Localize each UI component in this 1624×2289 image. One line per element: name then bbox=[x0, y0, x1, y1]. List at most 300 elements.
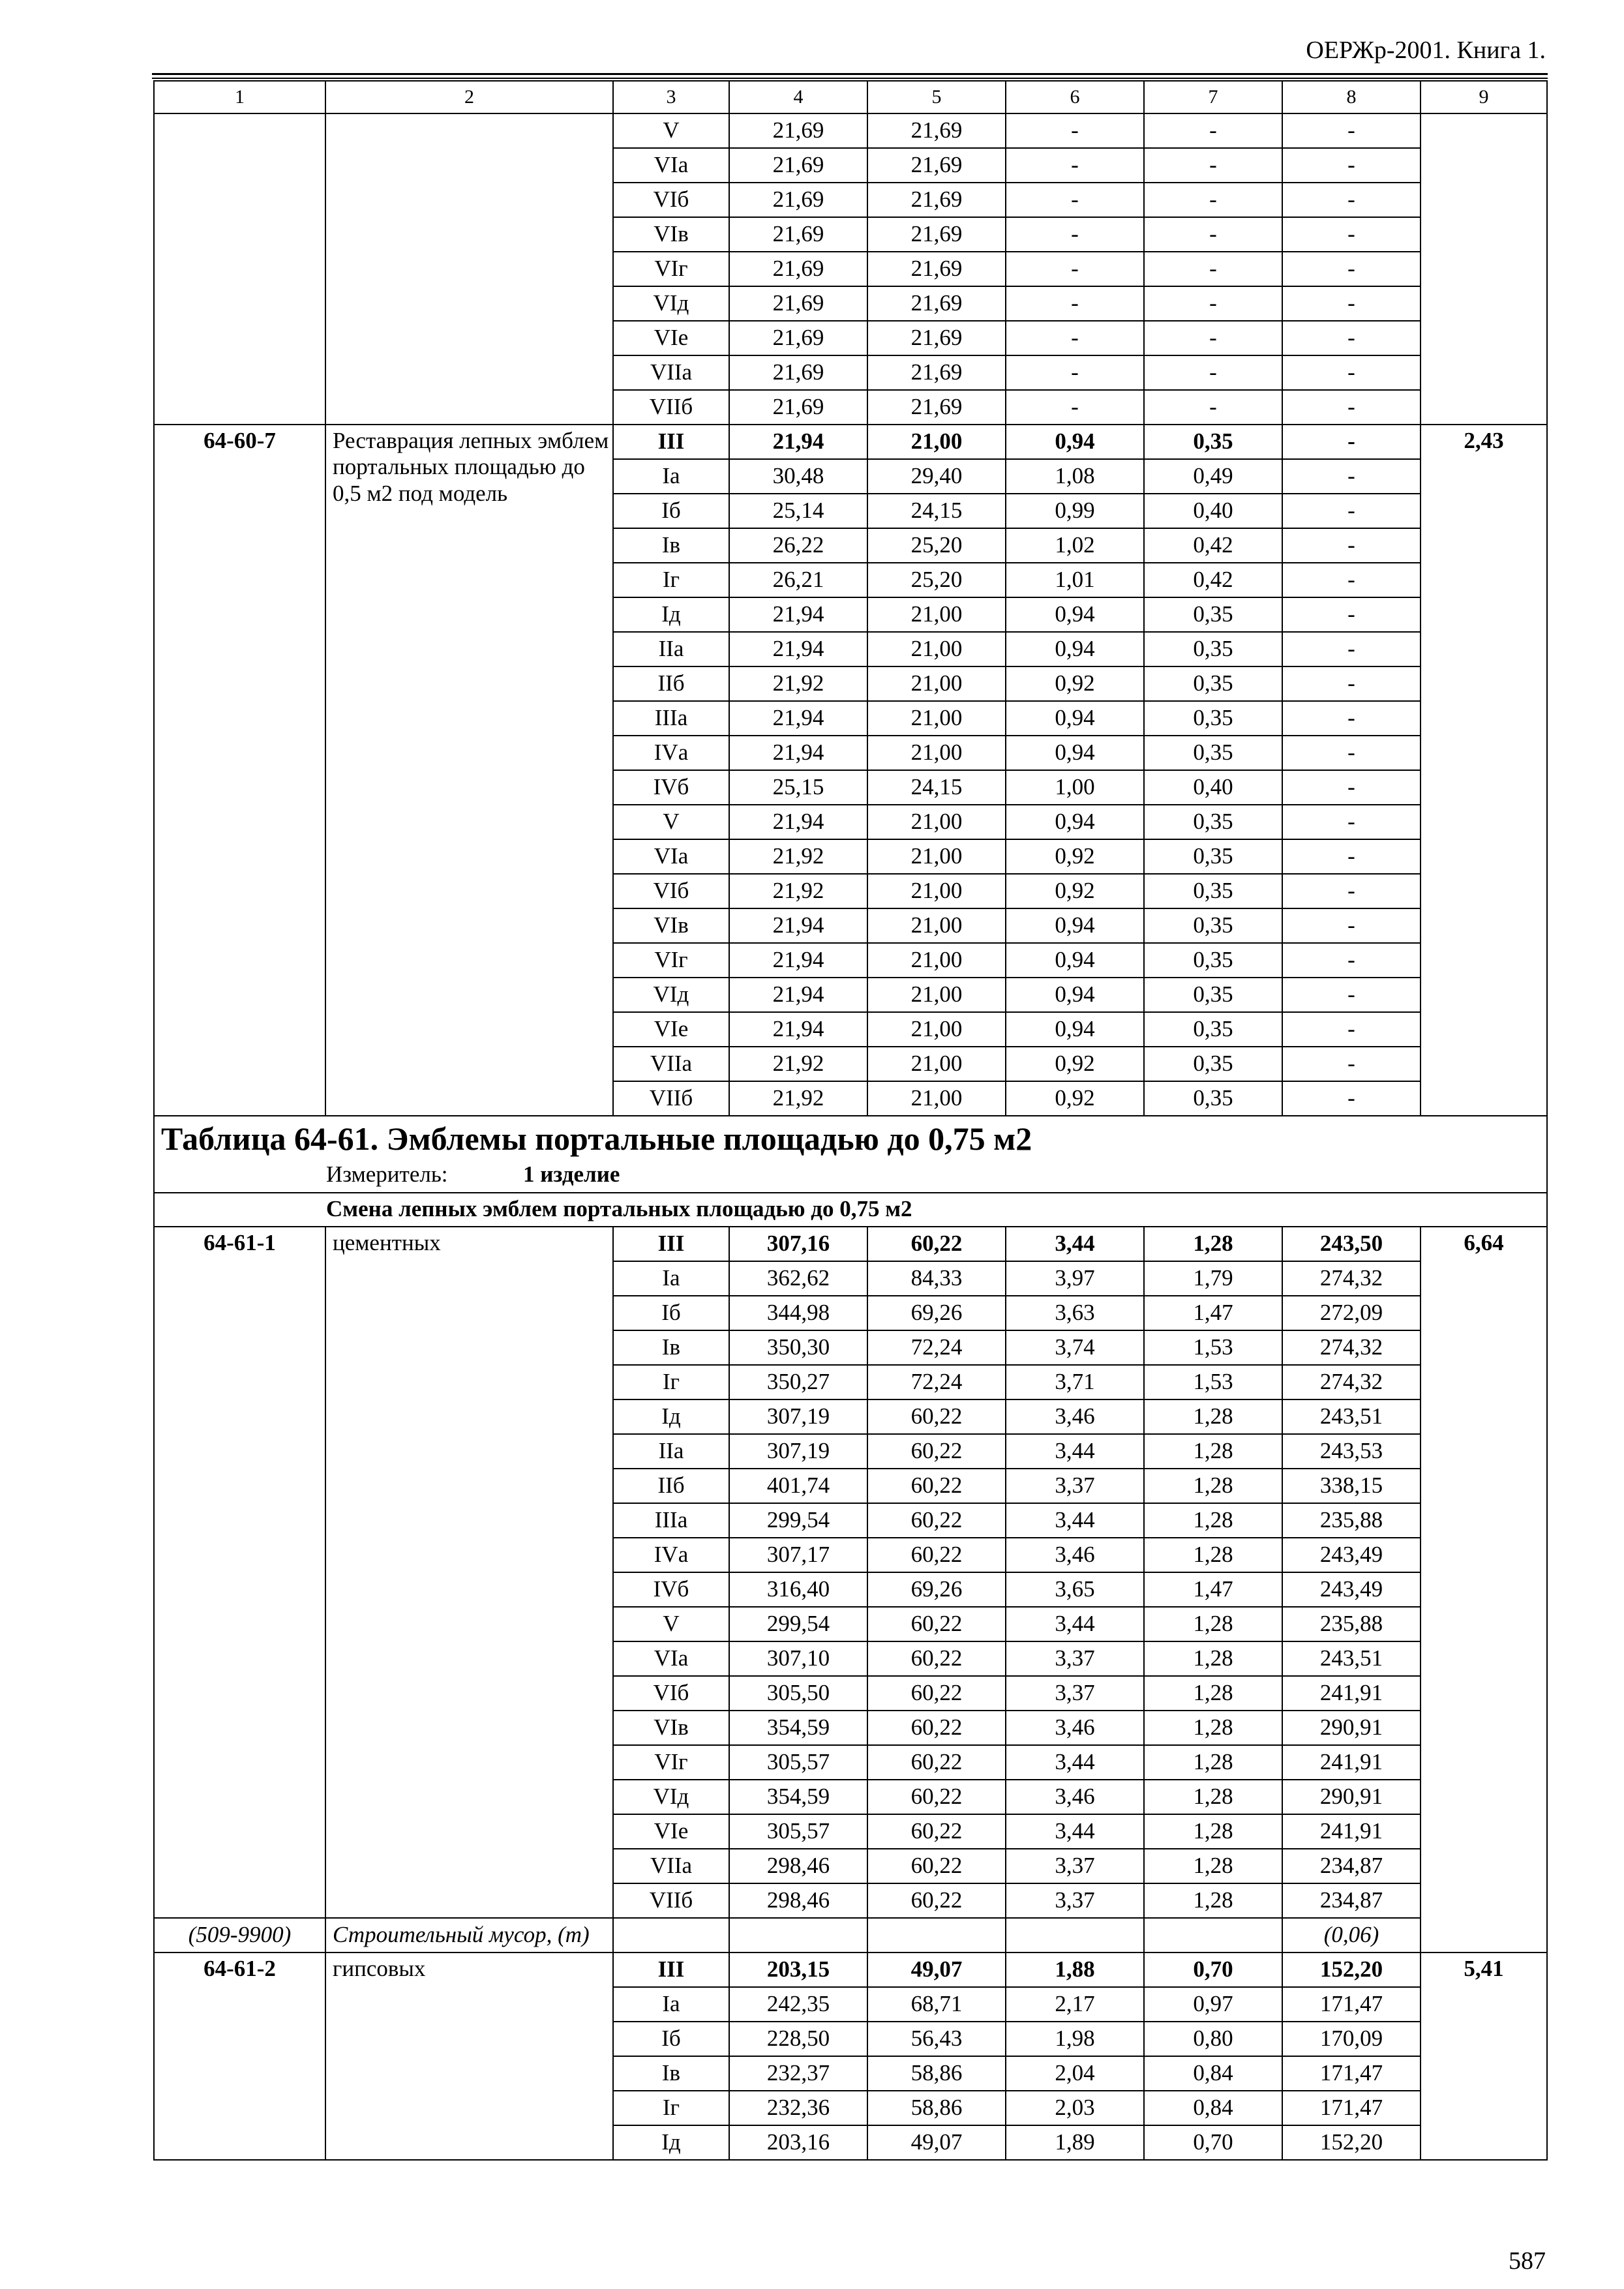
machinist-wage-cell: 1,28 bbox=[1144, 1814, 1282, 1849]
zone-cell: VIIб bbox=[613, 1883, 729, 1918]
materials-cost-cell: 234,87 bbox=[1282, 1883, 1421, 1918]
column-number-cell: 7 bbox=[1144, 81, 1282, 113]
labor-cost-cell: 21,69 bbox=[867, 355, 1006, 390]
labor-cost-cell: 60,22 bbox=[867, 1399, 1006, 1434]
materials-cost-cell: - bbox=[1282, 943, 1421, 978]
materials-cost-cell: - bbox=[1282, 252, 1421, 286]
materials-cost-cell: - bbox=[1282, 632, 1421, 666]
empty-cell bbox=[613, 1918, 729, 1952]
column-number-cell: 3 bbox=[613, 81, 729, 113]
labor-cost-cell: 21,69 bbox=[867, 113, 1006, 148]
materials-cost-cell: - bbox=[1282, 736, 1421, 770]
rate-name-cell: гипсовых bbox=[325, 1952, 613, 2160]
machine-cost-cell: 3,44 bbox=[1006, 1745, 1144, 1780]
measure-cell bbox=[154, 1158, 1547, 1193]
zone-cell: VIе bbox=[613, 321, 729, 355]
materials-cost-cell: 241,91 bbox=[1282, 1745, 1421, 1780]
total-cost-cell: 25,15 bbox=[729, 770, 867, 805]
labor-cost-cell: 60,22 bbox=[867, 1227, 1006, 1261]
machinist-wage-cell: 1,28 bbox=[1144, 1780, 1282, 1814]
rate-name-cell: цементных bbox=[325, 1227, 613, 1918]
zone-cell: VIв bbox=[613, 217, 729, 252]
machinist-wage-cell: - bbox=[1144, 217, 1282, 252]
labor-cost-cell: 60,22 bbox=[867, 1434, 1006, 1469]
zone-cell: VIб bbox=[613, 1676, 729, 1711]
zone-cell: IVа bbox=[613, 1538, 729, 1572]
labor-cost-cell: 60,22 bbox=[867, 1814, 1006, 1849]
total-cost-cell: 305,50 bbox=[729, 1676, 867, 1711]
materials-cost-cell: - bbox=[1282, 701, 1421, 736]
labor-cost-cell: 84,33 bbox=[867, 1261, 1006, 1296]
zone-cell: IVб bbox=[613, 1572, 729, 1607]
labor-cost-cell: 21,00 bbox=[867, 1012, 1006, 1047]
labor-cost-cell: 49,07 bbox=[867, 1952, 1006, 1987]
empty-cell bbox=[1144, 1918, 1282, 1952]
total-cost-cell: 401,74 bbox=[729, 1469, 867, 1503]
total-cost-cell: 21,92 bbox=[729, 1081, 867, 1116]
total-cost-cell: 21,92 bbox=[729, 1047, 867, 1081]
subtitle-cell bbox=[154, 1193, 1547, 1227]
measure-label: Измеритель: bbox=[326, 1161, 448, 1188]
total-cost-cell: 298,46 bbox=[729, 1883, 867, 1918]
total-cost-cell: 21,94 bbox=[729, 597, 867, 632]
total-cost-cell: 21,69 bbox=[729, 321, 867, 355]
labor-cost-cell: 60,22 bbox=[867, 1538, 1006, 1572]
total-cost-cell: 316,40 bbox=[729, 1572, 867, 1607]
labor-cost-cell: 60,22 bbox=[867, 1780, 1006, 1814]
total-cost-cell: 26,22 bbox=[729, 528, 867, 563]
total-cost-cell: 307,10 bbox=[729, 1641, 867, 1676]
machinist-wage-cell: - bbox=[1144, 252, 1282, 286]
total-cost-cell: 30,48 bbox=[729, 459, 867, 494]
machinist-wage-cell: 0,35 bbox=[1144, 1047, 1282, 1081]
zone-cell: IVб bbox=[613, 770, 729, 805]
machine-cost-cell: 2,17 bbox=[1006, 1987, 1144, 2022]
machine-cost-cell: 3,37 bbox=[1006, 1883, 1144, 1918]
machinist-wage-cell: 0,84 bbox=[1144, 2056, 1282, 2091]
zone-cell: VIа bbox=[613, 148, 729, 183]
materials-cost-cell: - bbox=[1282, 148, 1421, 183]
zone-cell: V bbox=[613, 1607, 729, 1641]
machine-cost-cell: 0,94 bbox=[1006, 632, 1144, 666]
machinist-wage-cell: 0,35 bbox=[1144, 632, 1282, 666]
machinist-wage-cell: - bbox=[1144, 355, 1282, 390]
materials-cost-cell: 274,32 bbox=[1282, 1365, 1421, 1399]
machine-cost-cell: 0,94 bbox=[1006, 425, 1144, 459]
zone-cell: VIд bbox=[613, 1780, 729, 1814]
machine-cost-cell: 3,46 bbox=[1006, 1538, 1144, 1572]
total-cost-cell: 21,69 bbox=[729, 148, 867, 183]
total-cost-cell: 21,94 bbox=[729, 701, 867, 736]
total-cost-cell: 21,92 bbox=[729, 666, 867, 701]
machine-cost-cell: - bbox=[1006, 321, 1144, 355]
zone-cell: IIIа bbox=[613, 1503, 729, 1538]
machinist-wage-cell: 0,49 bbox=[1144, 459, 1282, 494]
machine-cost-cell: 1,89 bbox=[1006, 2125, 1144, 2160]
materials-cost-cell: - bbox=[1282, 425, 1421, 459]
machine-cost-cell: 3,46 bbox=[1006, 1711, 1144, 1745]
empty-cell bbox=[729, 1918, 867, 1952]
materials-cost-cell: 241,91 bbox=[1282, 1676, 1421, 1711]
machine-cost-cell: 1,98 bbox=[1006, 2022, 1144, 2056]
labor-cost-cell: 21,00 bbox=[867, 908, 1006, 943]
machine-cost-cell: 3,44 bbox=[1006, 1814, 1144, 1849]
labor-cost-cell: 21,00 bbox=[867, 1047, 1006, 1081]
machinist-wage-cell: 1,79 bbox=[1144, 1261, 1282, 1296]
column-number-cell: 5 bbox=[867, 81, 1006, 113]
rate-code-cell bbox=[154, 113, 325, 425]
machinist-wage-cell: 0,35 bbox=[1144, 1012, 1282, 1047]
zone-cell: VIIа bbox=[613, 1047, 729, 1081]
total-cost-cell: 307,19 bbox=[729, 1399, 867, 1434]
zone-cell: VIб bbox=[613, 874, 729, 908]
machinist-wage-cell: 1,53 bbox=[1144, 1330, 1282, 1365]
zone-cell: V bbox=[613, 805, 729, 839]
machinist-wage-cell: 1,47 bbox=[1144, 1572, 1282, 1607]
materials-cost-cell: 235,88 bbox=[1282, 1607, 1421, 1641]
machinist-wage-cell: 1,53 bbox=[1144, 1365, 1282, 1399]
materials-cost-cell: - bbox=[1282, 805, 1421, 839]
zone-cell: Iг bbox=[613, 2091, 729, 2125]
total-cost-cell: 299,54 bbox=[729, 1503, 867, 1538]
machinist-wage-cell: - bbox=[1144, 286, 1282, 321]
materials-cost-cell: - bbox=[1282, 908, 1421, 943]
zone-cell: IIб bbox=[613, 666, 729, 701]
labor-cost-cell: 21,00 bbox=[867, 1081, 1006, 1116]
section-title: Таблица 64-61. Эмблемы портальные площадью до 0,75 м2 bbox=[154, 1116, 1547, 1158]
materials-cost-cell: - bbox=[1282, 874, 1421, 908]
total-cost-cell: 21,69 bbox=[729, 355, 867, 390]
machine-cost-cell: 3,74 bbox=[1006, 1330, 1144, 1365]
labor-cost-cell: 21,00 bbox=[867, 874, 1006, 908]
labor-cost-cell: 21,00 bbox=[867, 425, 1006, 459]
table-row bbox=[154, 425, 1547, 459]
total-cost-cell: 21,69 bbox=[729, 183, 867, 217]
materials-cost-cell: - bbox=[1282, 355, 1421, 390]
zone-cell: IIIа bbox=[613, 701, 729, 736]
machine-cost-cell: 1,88 bbox=[1006, 1952, 1144, 1987]
machine-cost-cell: 0,92 bbox=[1006, 1081, 1144, 1116]
materials-cost-cell: 274,32 bbox=[1282, 1261, 1421, 1296]
labor-cost-cell: 68,71 bbox=[867, 1987, 1006, 2022]
materials-cost-cell: 274,32 bbox=[1282, 1330, 1421, 1365]
machine-cost-cell: 0,92 bbox=[1006, 839, 1144, 874]
materials-cost-cell: - bbox=[1282, 1047, 1421, 1081]
zone-cell: VIIб bbox=[613, 390, 729, 425]
zone-cell: IIб bbox=[613, 1469, 729, 1503]
labor-cost-cell: 69,26 bbox=[867, 1296, 1006, 1330]
materials-cost-cell: - bbox=[1282, 666, 1421, 701]
labor-cost-cell: 21,69 bbox=[867, 217, 1006, 252]
materials-cost-cell: 234,87 bbox=[1282, 1849, 1421, 1883]
zone-cell: VIе bbox=[613, 1012, 729, 1047]
total-cost-cell: 354,59 bbox=[729, 1780, 867, 1814]
total-cost-cell: 21,94 bbox=[729, 1012, 867, 1047]
machinist-wage-cell: - bbox=[1144, 183, 1282, 217]
machinist-wage-cell: 0,97 bbox=[1144, 1987, 1282, 2022]
materials-cost-cell: - bbox=[1282, 1012, 1421, 1047]
materials-cost-cell: 235,88 bbox=[1282, 1503, 1421, 1538]
zone-cell: Iа bbox=[613, 459, 729, 494]
machine-cost-cell: - bbox=[1006, 286, 1144, 321]
zone-cell: Iа bbox=[613, 1987, 729, 2022]
labor-cost-cell: 60,22 bbox=[867, 1641, 1006, 1676]
zone-cell: Iд bbox=[613, 597, 729, 632]
table-subtitle: Смена лепных эмблем портальных площадью до 0,75 м2 bbox=[326, 1196, 912, 1222]
machine-cost-cell: 0,94 bbox=[1006, 805, 1144, 839]
header-rule bbox=[152, 73, 1548, 75]
materials-cost-cell: - bbox=[1282, 217, 1421, 252]
zone-cell: VIд bbox=[613, 978, 729, 1012]
labor-cost-cell: 49,07 bbox=[867, 2125, 1006, 2160]
total-cost-cell: 344,98 bbox=[729, 1296, 867, 1330]
materials-cost-cell: - bbox=[1282, 321, 1421, 355]
coefficient-cell bbox=[1421, 113, 1547, 425]
materials-cost-cell: 152,20 bbox=[1282, 2125, 1421, 2160]
machinist-wage-cell: 1,28 bbox=[1144, 1227, 1282, 1261]
total-cost-cell: 232,36 bbox=[729, 2091, 867, 2125]
zone-cell: Iв bbox=[613, 2056, 729, 2091]
total-cost-cell: 298,46 bbox=[729, 1849, 867, 1883]
machine-cost-cell: 0,94 bbox=[1006, 943, 1144, 978]
machinist-wage-cell: 0,35 bbox=[1144, 425, 1282, 459]
zone-cell: Iг bbox=[613, 1365, 729, 1399]
total-cost-cell: 354,59 bbox=[729, 1711, 867, 1745]
machinist-wage-cell: - bbox=[1144, 390, 1282, 425]
materials-cost-cell: 171,47 bbox=[1282, 2091, 1421, 2125]
machine-cost-cell: 3,44 bbox=[1006, 1434, 1144, 1469]
column-number-cell: 9 bbox=[1421, 81, 1547, 113]
machinist-wage-cell: 1,28 bbox=[1144, 1676, 1282, 1711]
machine-cost-cell: 2,04 bbox=[1006, 2056, 1144, 2091]
zone-cell: VIа bbox=[613, 1641, 729, 1676]
total-cost-cell: 350,30 bbox=[729, 1330, 867, 1365]
labor-cost-cell: 21,00 bbox=[867, 666, 1006, 701]
machinist-wage-cell: 0,40 bbox=[1144, 494, 1282, 528]
machinist-wage-cell: 1,28 bbox=[1144, 1434, 1282, 1469]
materials-cost-cell: 243,49 bbox=[1282, 1572, 1421, 1607]
machine-cost-cell: 0,92 bbox=[1006, 874, 1144, 908]
total-cost-cell: 305,57 bbox=[729, 1745, 867, 1780]
labor-cost-cell: 60,22 bbox=[867, 1607, 1006, 1641]
total-cost-cell: 21,92 bbox=[729, 839, 867, 874]
table-row bbox=[154, 1952, 1547, 1987]
labor-cost-cell: 60,22 bbox=[867, 1503, 1006, 1538]
machine-cost-cell: 0,99 bbox=[1006, 494, 1144, 528]
materials-cost-cell: - bbox=[1282, 113, 1421, 148]
machinist-wage-cell: 1,28 bbox=[1144, 1849, 1282, 1883]
materials-cost-cell: - bbox=[1282, 770, 1421, 805]
machine-cost-cell: 0,94 bbox=[1006, 597, 1144, 632]
machinist-wage-cell: 1,28 bbox=[1144, 1399, 1282, 1434]
materials-cost-cell: - bbox=[1282, 459, 1421, 494]
zone-cell: V bbox=[613, 113, 729, 148]
labor-cost-cell: 60,22 bbox=[867, 1849, 1006, 1883]
total-cost-cell: 307,19 bbox=[729, 1434, 867, 1469]
total-cost-cell: 307,17 bbox=[729, 1538, 867, 1572]
total-cost-cell: 242,35 bbox=[729, 1987, 867, 2022]
zone-cell: VIд bbox=[613, 286, 729, 321]
materials-cost-cell: 338,15 bbox=[1282, 1469, 1421, 1503]
materials-cost-cell: - bbox=[1282, 286, 1421, 321]
machinist-wage-cell: 0,35 bbox=[1144, 666, 1282, 701]
total-cost-cell: 21,69 bbox=[729, 390, 867, 425]
materials-cost-cell: 243,53 bbox=[1282, 1434, 1421, 1469]
zone-cell: Iв bbox=[613, 528, 729, 563]
materials-cost-cell: - bbox=[1282, 183, 1421, 217]
section-title-row bbox=[154, 1116, 1547, 1158]
machine-cost-cell: 3,44 bbox=[1006, 1607, 1144, 1641]
materials-cost-cell: - bbox=[1282, 528, 1421, 563]
machine-cost-cell: 3,37 bbox=[1006, 1849, 1144, 1883]
materials-cost-cell: - bbox=[1282, 390, 1421, 425]
total-cost-cell: 307,16 bbox=[729, 1227, 867, 1261]
machinist-wage-cell: 1,28 bbox=[1144, 1607, 1282, 1641]
machine-cost-cell: 3,37 bbox=[1006, 1469, 1144, 1503]
rate-code-cell: 64-61-2 bbox=[154, 1952, 325, 2160]
zone-cell: Iв bbox=[613, 1330, 729, 1365]
table-row bbox=[154, 113, 1547, 148]
zone-cell: Iа bbox=[613, 1261, 729, 1296]
zone-cell: VIе bbox=[613, 1814, 729, 1849]
total-cost-cell: 362,62 bbox=[729, 1261, 867, 1296]
machinist-wage-cell: 0,70 bbox=[1144, 1952, 1282, 1987]
zone-cell: III bbox=[613, 1952, 729, 1987]
column-number-cell: 2 bbox=[325, 81, 613, 113]
machine-cost-cell: 3,44 bbox=[1006, 1503, 1144, 1538]
machine-cost-cell: - bbox=[1006, 252, 1144, 286]
column-number-cell: 6 bbox=[1006, 81, 1144, 113]
materials-cost-cell: 243,50 bbox=[1282, 1227, 1421, 1261]
labor-cost-cell: 24,15 bbox=[867, 770, 1006, 805]
materials-cost-cell: 241,91 bbox=[1282, 1814, 1421, 1849]
machine-cost-cell: 1,08 bbox=[1006, 459, 1144, 494]
total-cost-cell: 25,14 bbox=[729, 494, 867, 528]
machinist-wage-cell: 1,28 bbox=[1144, 1745, 1282, 1780]
total-cost-cell: 299,54 bbox=[729, 1607, 867, 1641]
machinist-wage-cell: 0,35 bbox=[1144, 943, 1282, 978]
labor-cost-cell: 56,43 bbox=[867, 2022, 1006, 2056]
machinist-wage-cell: 0,70 bbox=[1144, 2125, 1282, 2160]
rate-name-cell bbox=[325, 113, 613, 425]
labor-cost-cell: 60,22 bbox=[867, 1676, 1006, 1711]
labor-cost-cell: 21,00 bbox=[867, 701, 1006, 736]
machinist-wage-cell: 0,35 bbox=[1144, 839, 1282, 874]
machine-cost-cell: - bbox=[1006, 148, 1144, 183]
machinist-wage-cell: - bbox=[1144, 321, 1282, 355]
rate-code-cell: 64-60-7 bbox=[154, 425, 325, 1116]
zone-cell: VIIа bbox=[613, 1849, 729, 1883]
labor-cost-cell: 60,22 bbox=[867, 1883, 1006, 1918]
empty-cell bbox=[1006, 1918, 1144, 1952]
labor-cost-cell: 21,69 bbox=[867, 390, 1006, 425]
materials-cost-cell: 272,09 bbox=[1282, 1296, 1421, 1330]
machine-cost-cell: - bbox=[1006, 183, 1144, 217]
labor-cost-cell: 25,20 bbox=[867, 528, 1006, 563]
machinist-wage-cell: 0,35 bbox=[1144, 597, 1282, 632]
labor-cost-cell: 21,69 bbox=[867, 148, 1006, 183]
rate-name-cell: Реставрация лепных эмблем портальных площадью до 0,5 м2 под модель bbox=[325, 425, 613, 1116]
machinist-wage-cell: 0,35 bbox=[1144, 978, 1282, 1012]
coefficient-cell: 6,64 bbox=[1421, 1227, 1547, 1952]
machine-cost-cell: 0,92 bbox=[1006, 1047, 1144, 1081]
machine-cost-cell: 3,46 bbox=[1006, 1399, 1144, 1434]
column-number-cell: 1 bbox=[154, 81, 325, 113]
zone-cell: VIг bbox=[613, 943, 729, 978]
machine-cost-cell: 0,94 bbox=[1006, 736, 1144, 770]
machinist-wage-cell: 0,80 bbox=[1144, 2022, 1282, 2056]
total-cost-cell: 21,69 bbox=[729, 113, 867, 148]
column-number-cell: 4 bbox=[729, 81, 867, 113]
zone-cell: Iд bbox=[613, 1399, 729, 1434]
machinist-wage-cell: - bbox=[1144, 113, 1282, 148]
labor-cost-cell: 21,00 bbox=[867, 943, 1006, 978]
total-cost-cell: 228,50 bbox=[729, 2022, 867, 2056]
zone-cell: III bbox=[613, 1227, 729, 1261]
machine-cost-cell: 3,37 bbox=[1006, 1641, 1144, 1676]
labor-cost-cell: 21,00 bbox=[867, 978, 1006, 1012]
machinist-wage-cell: 1,28 bbox=[1144, 1641, 1282, 1676]
materials-cost-cell: 170,09 bbox=[1282, 2022, 1421, 2056]
total-cost-cell: 21,69 bbox=[729, 217, 867, 252]
machine-cost-cell: 3,97 bbox=[1006, 1261, 1144, 1296]
labor-cost-cell: 72,24 bbox=[867, 1330, 1006, 1365]
machinist-wage-cell: 0,35 bbox=[1144, 805, 1282, 839]
measure-value: 1 изделие bbox=[523, 1161, 620, 1188]
total-cost-cell: 21,92 bbox=[729, 874, 867, 908]
material-value-cell: (0,06) bbox=[1282, 1918, 1421, 1952]
rate-code-cell: 64-61-1 bbox=[154, 1227, 325, 1918]
zone-cell: VIв bbox=[613, 908, 729, 943]
machine-cost-cell: - bbox=[1006, 217, 1144, 252]
materials-cost-cell: 243,51 bbox=[1282, 1641, 1421, 1676]
materials-cost-cell: 290,91 bbox=[1282, 1711, 1421, 1745]
machine-cost-cell: 3,37 bbox=[1006, 1676, 1144, 1711]
total-cost-cell: 350,27 bbox=[729, 1365, 867, 1399]
zone-cell: Iб bbox=[613, 494, 729, 528]
labor-cost-cell: 21,00 bbox=[867, 597, 1006, 632]
zone-cell: Iд bbox=[613, 2125, 729, 2160]
machine-cost-cell: 0,94 bbox=[1006, 701, 1144, 736]
zone-cell: IIа bbox=[613, 1434, 729, 1469]
zone-cell: Iг bbox=[613, 563, 729, 597]
labor-cost-cell: 21,00 bbox=[867, 805, 1006, 839]
column-number-cell: 8 bbox=[1282, 81, 1421, 113]
machinist-wage-cell: 1,28 bbox=[1144, 1469, 1282, 1503]
machine-cost-cell: 3,46 bbox=[1006, 1780, 1144, 1814]
machine-cost-cell: 1,01 bbox=[1006, 563, 1144, 597]
rates-table-body bbox=[154, 81, 1547, 2160]
zone-cell: Iб bbox=[613, 2022, 729, 2056]
total-cost-cell: 21,69 bbox=[729, 252, 867, 286]
total-cost-cell: 21,94 bbox=[729, 632, 867, 666]
zone-cell: IIа bbox=[613, 632, 729, 666]
materials-cost-cell: - bbox=[1282, 839, 1421, 874]
labor-cost-cell: 60,22 bbox=[867, 1469, 1006, 1503]
total-cost-cell: 21,94 bbox=[729, 425, 867, 459]
machinist-wage-cell: 0,35 bbox=[1144, 874, 1282, 908]
labor-cost-cell: 60,22 bbox=[867, 1711, 1006, 1745]
materials-cost-cell: - bbox=[1282, 563, 1421, 597]
materials-cost-cell: - bbox=[1282, 494, 1421, 528]
machine-cost-cell: 0,94 bbox=[1006, 908, 1144, 943]
labor-cost-cell: 21,00 bbox=[867, 632, 1006, 666]
table-row bbox=[154, 1227, 1547, 1261]
total-cost-cell: 203,16 bbox=[729, 2125, 867, 2160]
material-code-cell: (509-9900) bbox=[154, 1918, 325, 1952]
total-cost-cell: 21,94 bbox=[729, 943, 867, 978]
zone-cell: VIа bbox=[613, 839, 729, 874]
